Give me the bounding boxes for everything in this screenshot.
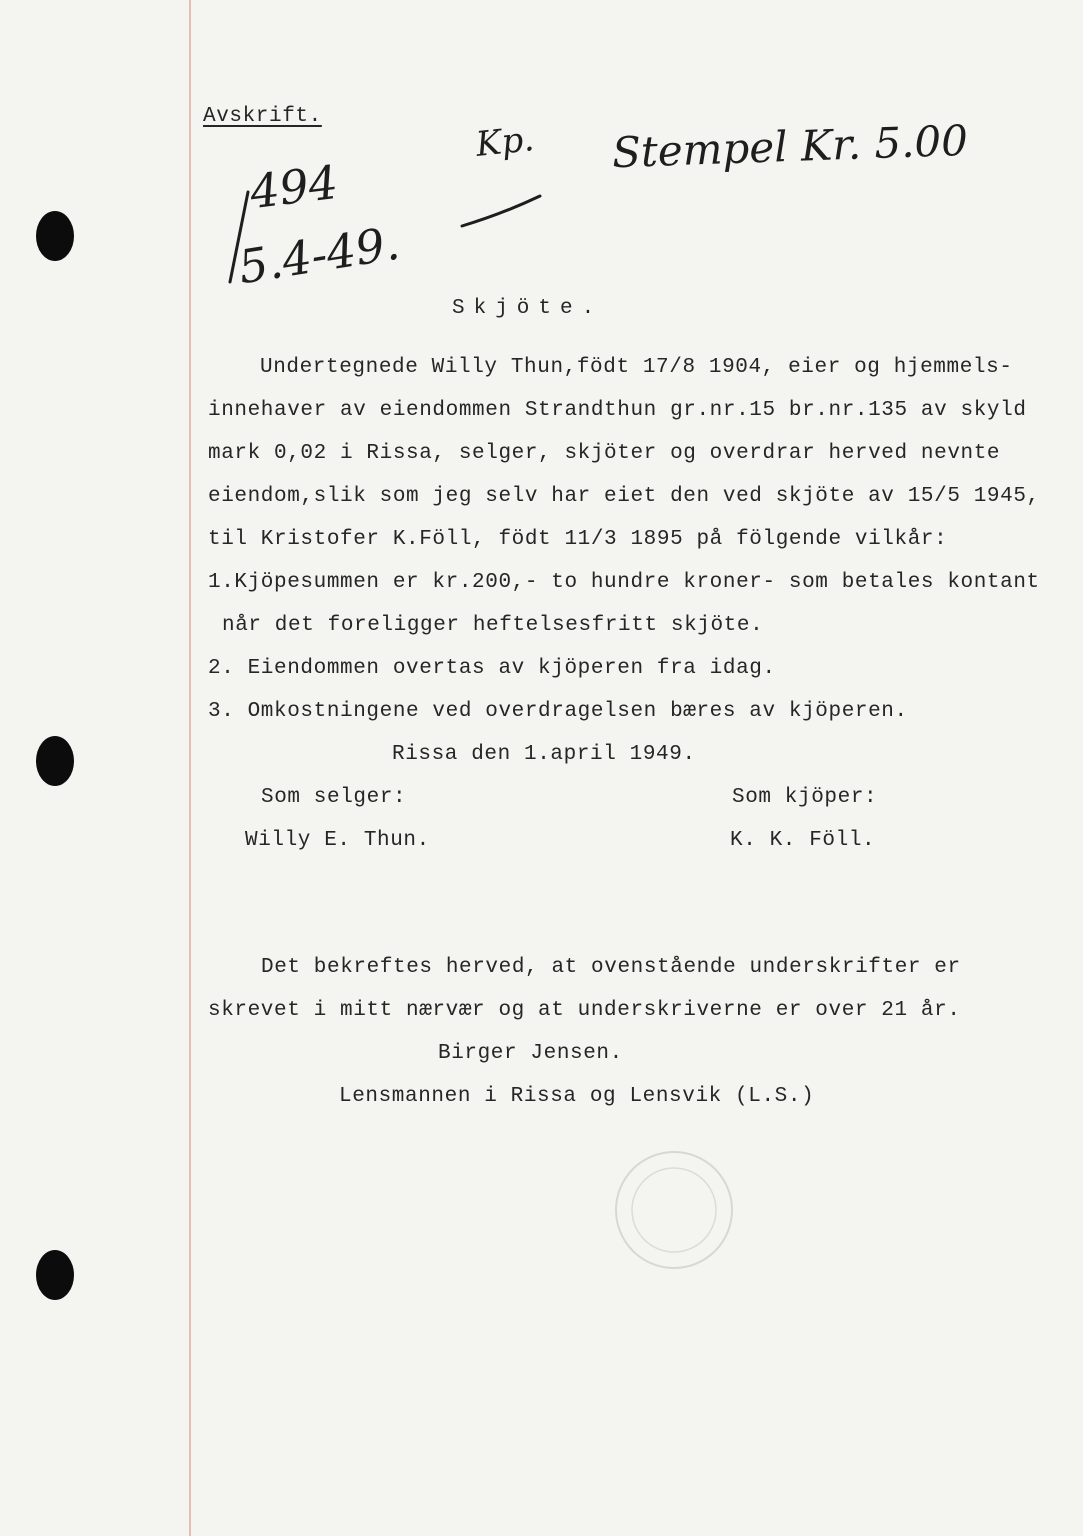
handwritten-date: 5.4-49. [234, 215, 404, 295]
margin-rule [189, 0, 191, 1536]
document-title: Skjöte. [452, 297, 604, 320]
certifier-name: Birger Jensen. [438, 1042, 623, 1065]
body-line: 2. Eiendommen overtas av kjöperen fra idag. [208, 657, 776, 680]
body-line: 3. Omkostningene ved overdragelsen bæres av kjöperen. [208, 700, 908, 723]
punch-hole-middle [36, 736, 74, 786]
body-line: mark 0,02 i Rissa, selger, skjöter og overdrar herved nevnte [208, 442, 1001, 465]
body-line: Undertegnede Willy Thun,födt 17/8 1904, eier og hjemmels- [260, 356, 1013, 379]
seller-label: Som selger: [261, 786, 407, 809]
buyer-name: K. K. Föll. [730, 829, 876, 852]
certifier-title: Lensmannen i Rissa og Lensvik (L.S.) [339, 1085, 815, 1108]
certification-line: skrevet i mitt nærvær og at underskriverne er over 21 år. [208, 999, 961, 1022]
handwritten-case-number: 494 [247, 154, 341, 220]
handwritten-stamp-fee: Stempel Kr. 5.00 [611, 115, 969, 178]
body-line: når det foreligger heftelsesfritt skjöte. [222, 614, 764, 637]
certification-line: Det bekreftes herved, at ovenstående underskrifter er [261, 956, 961, 979]
handwritten-initials: Kp. [474, 119, 536, 165]
place-date: Rissa den 1.april 1949. [392, 743, 696, 766]
header-label: Avskrift. [203, 105, 322, 128]
body-line: til Kristofer K.Föll, födt 11/3 1895 på fölgende vilkår: [208, 528, 948, 551]
body-line: 1.Kjöpesummen er kr.200,- to hundre kroner- som betales kontant [208, 571, 1040, 594]
body-line: innehaver av eiendommen Strandthun gr.nr.15 br.nr.135 av skyld [208, 399, 1027, 422]
handwritten-strokes [222, 170, 562, 290]
seller-name: Willy E. Thun. [245, 829, 430, 852]
faint-seal-impression [600, 1130, 750, 1300]
punch-hole-top [36, 211, 74, 261]
punch-hole-bottom [36, 1250, 74, 1300]
buyer-label: Som kjöper: [732, 786, 878, 809]
body-line: eiendom,slik som jeg selv har eiet den ved skjöte av 15/5 1945, [208, 485, 1040, 508]
